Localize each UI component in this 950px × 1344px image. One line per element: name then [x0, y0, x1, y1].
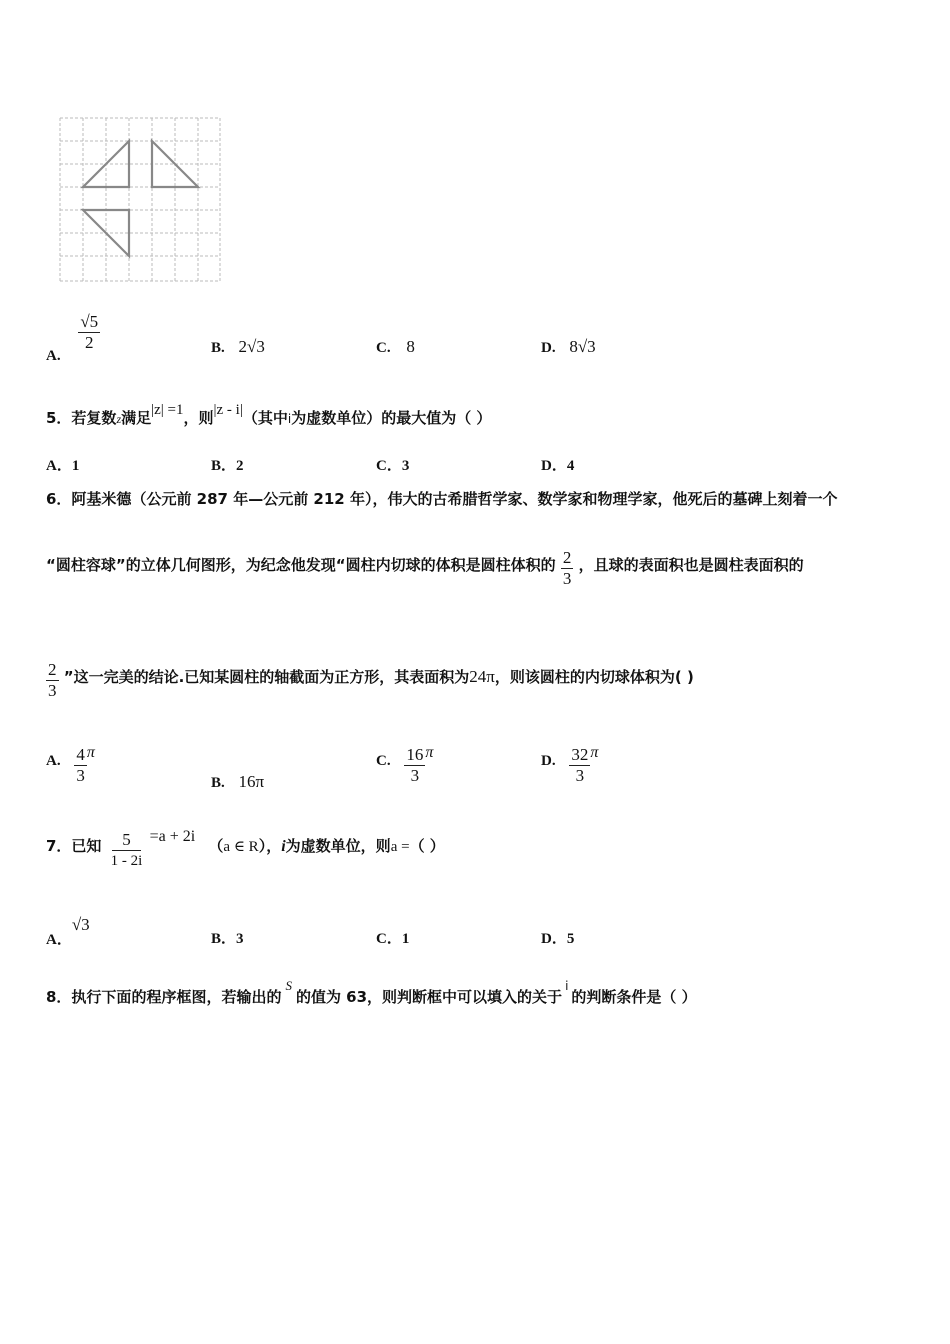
q4-option-a: A. $\frac{√5}{2}$	[46, 312, 99, 364]
q6-option-c: C. $\frac{16}{3}$ π	[376, 743, 434, 785]
q5-option-c: C．3	[376, 458, 410, 474]
q4-option-d: D. 8√3	[541, 337, 596, 356]
q6-option-b: B. 16π	[211, 772, 265, 791]
q4-a-numerator: √5	[80, 312, 99, 331]
q6-option-d: D. $\frac{32}{3}$ π	[541, 743, 599, 785]
q5-option-b: B．2	[211, 458, 244, 474]
q5-option-d: D．4	[541, 458, 575, 474]
question-6-line-1: 6．阿基米德（公元前 287 年—公元前 212 年），伟大的古希腊哲学家、数学家和物理学家，他死后的墓碑上刻着一个	[46, 490, 838, 508]
q4-option-c: C. 8	[376, 337, 415, 356]
q5-option-a: A．1	[46, 458, 80, 474]
q4-a-denominator: 2	[85, 333, 94, 352]
q7-option-a: A．√3	[46, 915, 90, 948]
question-6-line-3: $\frac{2}{3}$ ”这一完美的结论.已知某圆柱的轴截面为正方形，其表面积为24π，则该圆柱的内切球体积为( )	[48, 660, 694, 700]
q7-option-b: B．3	[211, 931, 244, 947]
q6-option-a: A. $\frac{4}{3}$ π	[46, 743, 95, 785]
question-5: 5．若复数z满足|z| =1，则|z - i|（其中i为虚数单位）的最大值为（ ）	[46, 402, 492, 427]
q7-option-d: D．5	[541, 931, 575, 947]
q7-option-c: C．1	[376, 931, 410, 947]
grid-with-three-triangles	[56, 115, 224, 285]
question-8: 8．执行下面的程序框图，若输出的S的值为 63，则判断框中可以填入的关于$^i$的判断条件是（ ）	[46, 978, 697, 1006]
question-7: 7．已知 $\frac{5}{1 - 2i}$ =a + 2i （a ∈ R），i为虚数单位，则a =（ ）	[46, 828, 445, 869]
q4-option-b: B. 2√3	[211, 337, 265, 356]
question-6-line-2: “圆柱容球”的立体几何图形，为纪念他发现“圆柱内切球的体积是圆柱体积的 $\frac{2}{3}$ ，且球的表面积也是圆柱表面积的	[46, 548, 804, 588]
